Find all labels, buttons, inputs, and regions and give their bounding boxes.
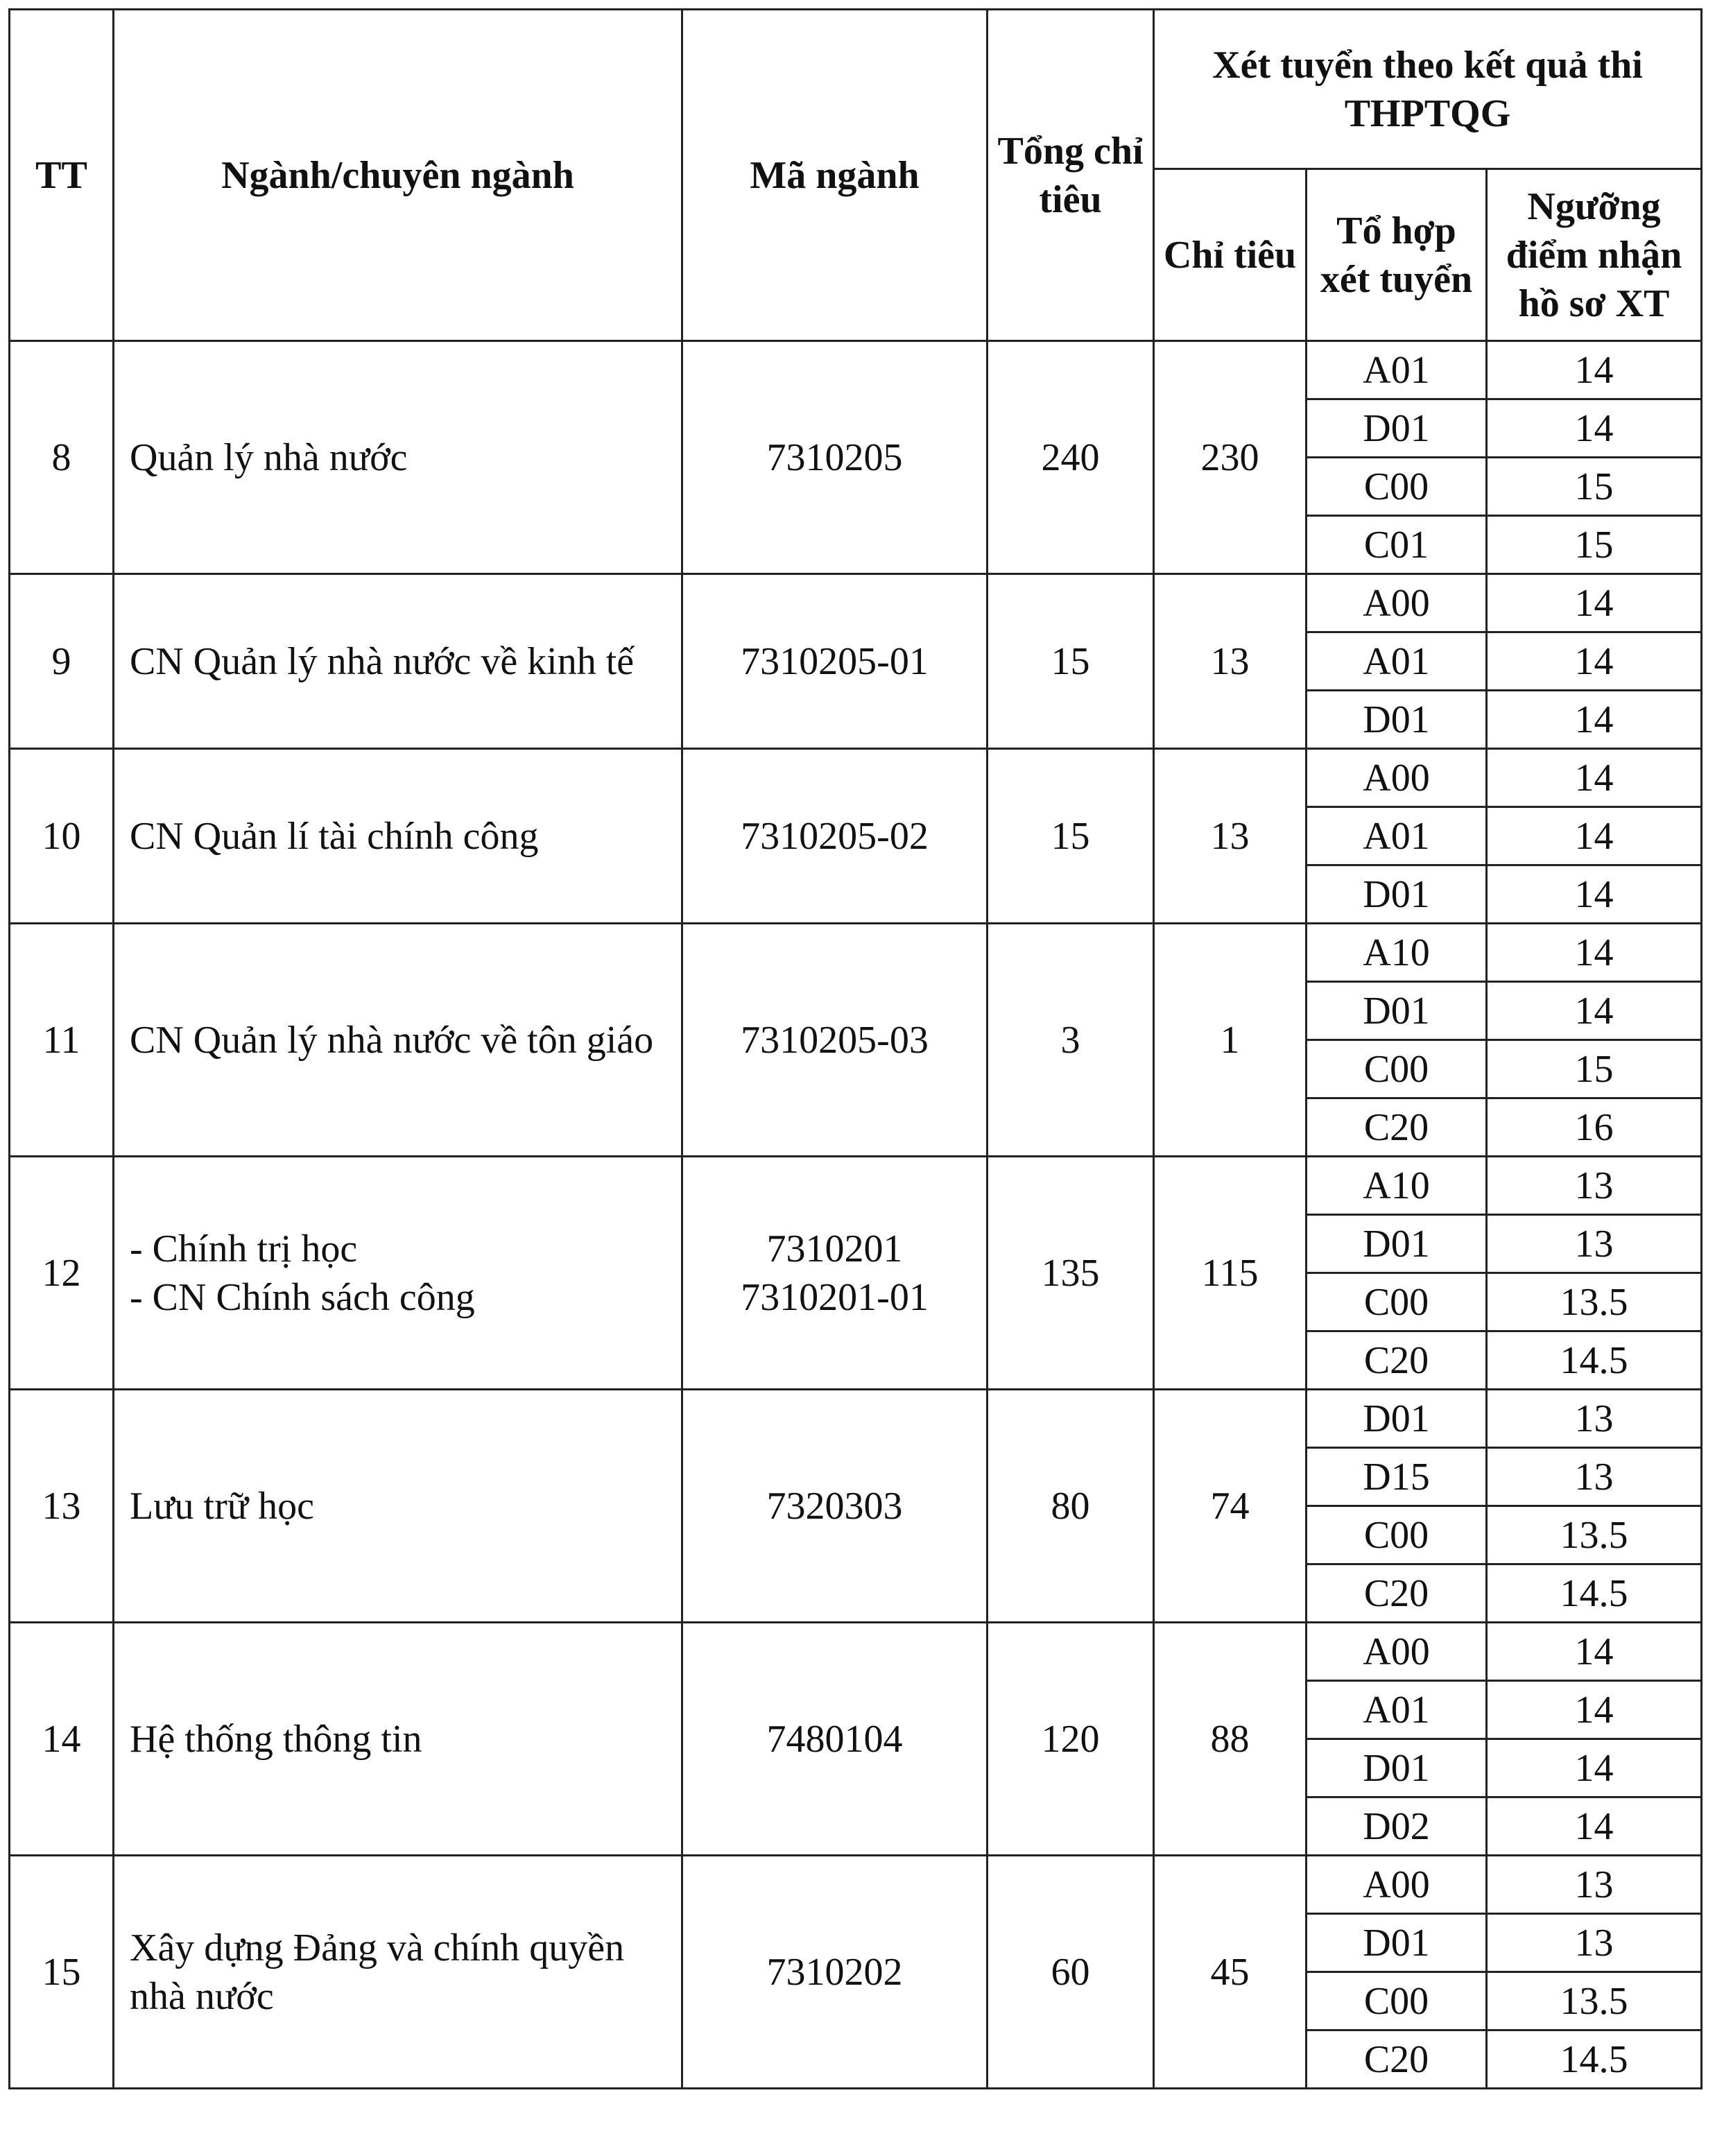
header-code: Mã ngành	[682, 10, 988, 341]
row-combination: D01	[1307, 1914, 1487, 1972]
row-threshold: 14	[1487, 632, 1702, 691]
row-combination: C00	[1307, 1506, 1487, 1564]
major-name-line: Lưu trữ học	[130, 1484, 314, 1528]
row-combination: C20	[1307, 1098, 1487, 1157]
row-threshold: 13.5	[1487, 1972, 1702, 2030]
row-major-name	[114, 1157, 682, 1390]
major-code-line: 7320303	[766, 1484, 903, 1528]
row-quota: 88	[1154, 1623, 1307, 1856]
major-name-line: Xây dựng Đảng và chính quyền nhà nước	[130, 1926, 625, 2018]
row-total-quota: 120	[988, 1623, 1154, 1856]
row-threshold: 14	[1487, 982, 1702, 1040]
row-quota: 13	[1154, 574, 1307, 749]
row-combination: A01	[1307, 632, 1487, 691]
row-quota: 13	[1154, 749, 1307, 924]
row-threshold: 14	[1487, 1739, 1702, 1797]
header-combination: Tổ hợp xét tuyển	[1307, 169, 1487, 341]
row-quota: 115	[1154, 1157, 1307, 1390]
row-combination: D02	[1307, 1797, 1487, 1856]
row-threshold: 14	[1487, 924, 1702, 982]
row-major-code	[682, 1390, 988, 1623]
row-threshold: 13	[1487, 1215, 1702, 1273]
row-total-quota: 3	[988, 924, 1154, 1157]
table-row	[10, 341, 1702, 399]
row-combination: D15	[1307, 1448, 1487, 1506]
row-major-code	[682, 1157, 988, 1390]
major-name-line: CN Quản lý nhà nước về tôn giáo	[130, 1018, 654, 1062]
row-threshold: 14	[1487, 749, 1702, 807]
row-combination: A10	[1307, 1157, 1487, 1215]
row-major-code	[682, 749, 988, 924]
row-combination: D01	[1307, 865, 1487, 924]
row-quota: 74	[1154, 1390, 1307, 1623]
row-quota: 45	[1154, 1856, 1307, 2089]
major-code-line: 7310201-01	[741, 1275, 929, 1319]
row-combination: A10	[1307, 924, 1487, 982]
row-threshold: 16	[1487, 1098, 1702, 1157]
row-combination: D01	[1307, 399, 1487, 458]
row-threshold: 14	[1487, 1681, 1702, 1739]
table-row	[10, 749, 1702, 807]
row-combination: A00	[1307, 1856, 1487, 1914]
header-exam-group: Xét tuyển theo kết quả thi THPTQG	[1154, 10, 1702, 169]
row-threshold: 15	[1487, 1040, 1702, 1098]
row-threshold: 13.5	[1487, 1506, 1702, 1564]
major-code-line: 7310205-03	[741, 1018, 929, 1062]
row-combination: D01	[1307, 691, 1487, 749]
major-name-line: CN Quản lí tài chính công	[130, 814, 539, 858]
row-major-code	[682, 1856, 988, 2089]
table-row	[10, 574, 1702, 632]
row-major-name	[114, 1623, 682, 1856]
row-threshold: 14	[1487, 865, 1702, 924]
row-combination: C00	[1307, 1972, 1487, 2030]
table-row	[10, 1157, 1702, 1215]
header-major: Ngành/chuyên ngành	[114, 10, 682, 341]
row-tt: 10	[10, 749, 114, 924]
row-combination: C00	[1307, 458, 1487, 516]
row-tt: 15	[10, 1856, 114, 2089]
table-row	[10, 1856, 1702, 1914]
header-total-quota: Tổng chỉ tiêu	[988, 10, 1154, 341]
row-major-code	[682, 1623, 988, 1856]
row-major-code	[682, 574, 988, 749]
row-combination: C00	[1307, 1040, 1487, 1098]
row-threshold: 14	[1487, 399, 1702, 458]
row-total-quota: 15	[988, 574, 1154, 749]
row-total-quota: 60	[988, 1856, 1154, 2089]
row-combination: C20	[1307, 1564, 1487, 1623]
row-threshold: 15	[1487, 458, 1702, 516]
row-combination: A01	[1307, 1681, 1487, 1739]
table-row	[10, 1390, 1702, 1448]
row-total-quota: 240	[988, 341, 1154, 574]
row-major-name	[114, 749, 682, 924]
row-threshold: 13	[1487, 1157, 1702, 1215]
major-code-line: 7310205-02	[741, 814, 929, 858]
row-tt: 13	[10, 1390, 114, 1623]
row-combination: A00	[1307, 749, 1487, 807]
row-threshold: 14	[1487, 1797, 1702, 1856]
row-tt: 12	[10, 1157, 114, 1390]
major-code-line: 7310202	[766, 1950, 903, 1994]
row-combination: C20	[1307, 2030, 1487, 2089]
row-threshold: 15	[1487, 516, 1702, 574]
row-quota: 230	[1154, 341, 1307, 574]
row-combination: D01	[1307, 1215, 1487, 1273]
major-name-line: CN Quản lý nhà nước về kinh tế	[130, 639, 635, 683]
row-threshold: 13	[1487, 1390, 1702, 1448]
table-row	[10, 924, 1702, 982]
row-threshold: 13.5	[1487, 1273, 1702, 1331]
row-major-code	[682, 341, 988, 574]
row-total-quota: 80	[988, 1390, 1154, 1623]
row-tt: 9	[10, 574, 114, 749]
row-threshold: 13	[1487, 1448, 1702, 1506]
row-threshold: 14.5	[1487, 2030, 1702, 2089]
row-combination: A00	[1307, 1623, 1487, 1681]
row-total-quota: 15	[988, 749, 1154, 924]
table-body	[10, 341, 1702, 2089]
row-threshold: 13	[1487, 1914, 1702, 1972]
row-major-name	[114, 924, 682, 1157]
row-threshold: 14	[1487, 807, 1702, 865]
row-tt: 11	[10, 924, 114, 1157]
row-major-name	[114, 1390, 682, 1623]
row-combination: C00	[1307, 1273, 1487, 1331]
row-total-quota: 135	[988, 1157, 1154, 1390]
row-combination: D01	[1307, 982, 1487, 1040]
major-code-line: 7310205	[766, 435, 903, 479]
row-combination: C01	[1307, 516, 1487, 574]
major-name-line: - CN Chính sách công	[130, 1275, 475, 1319]
major-name-line: - Chính trị học	[130, 1227, 358, 1270]
row-threshold: 14	[1487, 574, 1702, 632]
row-combination: D01	[1307, 1739, 1487, 1797]
major-code-line: 7310205-01	[741, 639, 929, 683]
row-quota: 1	[1154, 924, 1307, 1157]
row-combination: C20	[1307, 1331, 1487, 1390]
row-major-code	[682, 924, 988, 1157]
row-tt: 14	[10, 1623, 114, 1856]
row-tt: 8	[10, 341, 114, 574]
row-combination: D01	[1307, 1390, 1487, 1448]
major-name-line: Quản lý nhà nước	[130, 435, 408, 479]
major-code-line: 7310201	[766, 1227, 903, 1270]
row-combination: A01	[1307, 807, 1487, 865]
row-major-name	[114, 341, 682, 574]
header-tt: TT	[10, 10, 114, 341]
row-threshold: 14	[1487, 1623, 1702, 1681]
header-threshold: Ngưỡng điểm nhận hồ sơ XT	[1487, 169, 1702, 341]
major-code-line: 7480104	[766, 1717, 903, 1761]
row-combination: A01	[1307, 341, 1487, 399]
table-row	[10, 1623, 1702, 1681]
major-name-line: Hệ thống thông tin	[130, 1717, 422, 1761]
row-threshold: 14.5	[1487, 1564, 1702, 1623]
row-threshold: 14.5	[1487, 1331, 1702, 1390]
row-threshold: 13	[1487, 1856, 1702, 1914]
row-threshold: 14	[1487, 691, 1702, 749]
row-combination: A00	[1307, 574, 1487, 632]
admission-threshold-table	[8, 8, 1703, 2089]
header-quota: Chỉ tiêu	[1154, 169, 1307, 341]
row-threshold: 14	[1487, 341, 1702, 399]
row-major-name	[114, 1856, 682, 2089]
row-major-name	[114, 574, 682, 749]
